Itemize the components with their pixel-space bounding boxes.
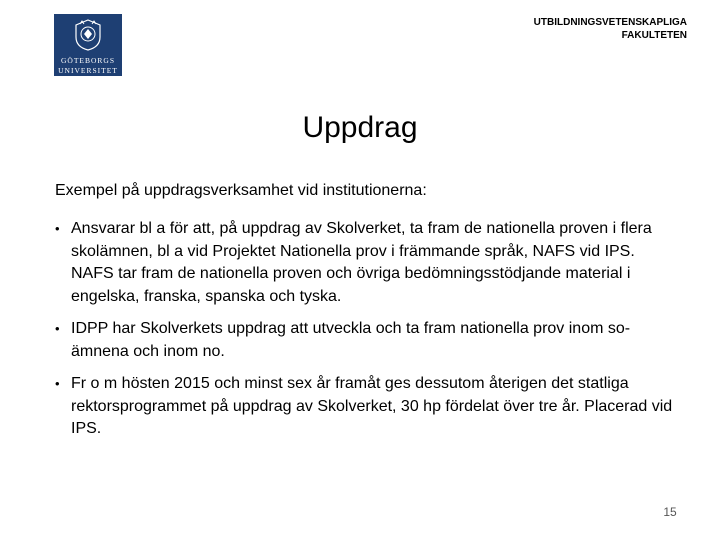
bullet-text: IDPP har Skolverkets uppdrag att utveckla och ta fram nationella prov inom so-ämnena och inom no. <box>71 320 631 360</box>
bullet-item <box>55 218 675 308</box>
bullet-item <box>55 318 675 363</box>
bullet-text: Fr o m hösten 2015 och minst sex år framåt ges dessutom återigen det statliga rektorsprogrammet på uppdrag av Skolverket, 30 hp fördelat över tre år. Placerad vid IPS. <box>71 375 673 437</box>
intro-text: Exempel på uppdragsverksamhet vid institutionerna: <box>55 182 427 199</box>
bullet-marker: • <box>55 321 60 336</box>
bullet-marker: • <box>55 221 60 236</box>
bullet-list <box>55 218 675 441</box>
logo-text-line1: GÖTEBORGS <box>60 56 115 65</box>
bullet-item <box>55 373 675 441</box>
bullet-text: Ansvarar bl a för att, på uppdrag av Skolverket, ta fram de nationella proven i flera skolämnen, bl a vid Projektet Nationella prov i främmande språk, NAFS vid IPS. NAFS tar fram de nationella proven och övriga bedömningsstödjande material i engelska, franska, spanska och tyska. <box>71 220 652 305</box>
logo-text-line2: UNIVERSITET <box>58 66 118 75</box>
page-number: 15 <box>663 505 677 519</box>
slide-title: Uppdrag <box>302 111 418 144</box>
bullet-marker: • <box>55 376 60 391</box>
university-logo <box>54 14 122 76</box>
university-seal-icon <box>74 19 102 51</box>
faculty-name: UTBILDNINGSVETENSKAPLIGA FAKULTETEN <box>533 17 687 41</box>
